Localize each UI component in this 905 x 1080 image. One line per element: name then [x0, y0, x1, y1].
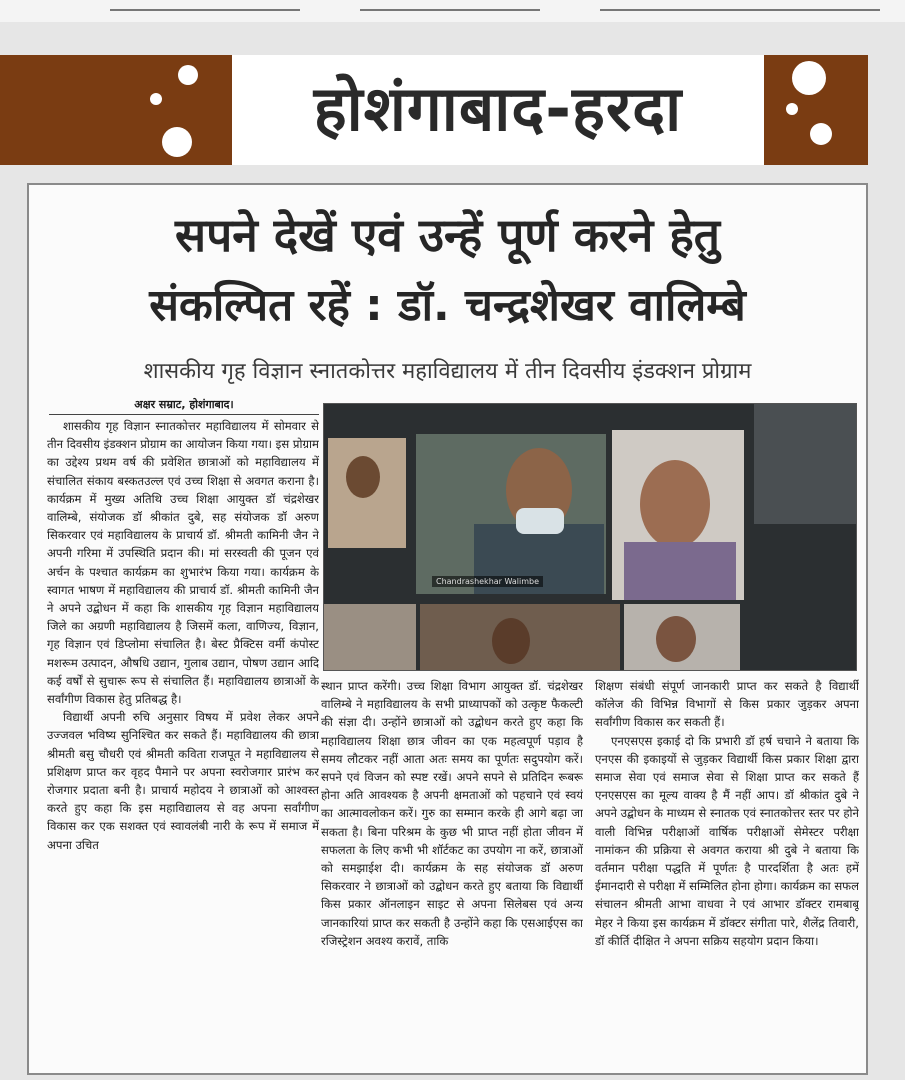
byline: अक्षर सम्राट, होशंगाबाद।: [49, 397, 319, 415]
face-mask: [516, 508, 564, 534]
article-column-1: [47, 417, 319, 1067]
video-tile: [754, 404, 857, 524]
article-column-3: [595, 677, 859, 1067]
participant-face: [492, 618, 530, 664]
subheadline: शासकीय गृह विज्ञान स्नातकोत्तर महाविद्यालय में तीन दिवसीय इंडक्शन प्रोग्राम: [143, 359, 752, 384]
banner-decor-dot: [786, 103, 798, 115]
participant-body: [624, 542, 736, 600]
article-photo: [323, 403, 857, 671]
paragraph: शिक्षण संबंधी संपूर्ण जानकारी प्राप्त कर सकते है विद्यार्थी कॉलेज की विभिन्न विभागों से किस प्रकार जुड़कर अपना सर्वांगीण विकास कर सकती हैं।: [595, 679, 859, 730]
banner-decor-dot: [810, 123, 832, 145]
headline-line-2: संकल्पित रहें : डॉ. चन्द्रशेखर वालिम्बे: [149, 280, 746, 331]
paragraph: शासकीय गृह विज्ञान स्नातकोत्तर महाविद्यालय में सोमवार से तीन दिवसीय इंडक्शन प्रोग्राम का आयोजन किया गया। इस प्रोग्राम का उद्देश्य प्रथम वर्ष की प्रवेशित छात्राओं को महाविद्यालय में संचालित संकाय बस्कतउल्ल एवं उच्च शिक्षा से अवगत कराना है। कार्यक्रम में मुख्य अतिथि उच्च शिक्षा आयुक्त डॉ चंद्रशेखर वालिम्बे, संयोजक डॉ श्रीकांत दुबे, सह संयोजक डॉ अरुण सिकरवार एवं महाविद्यालय के प्राचार्य डॉ. श्रीमती कामिनी जैन ने अपनी गरिमा में उपस्थिति प्रदान की। मां सरस्वती की पूजन एवं अर्चन के पश्चात कार्यक्रम का शुभारंभ किया गया। कार्यक्रम के स्वागत भाषण में महाविद्यालय की प्राचार्य डॉ. श्रीमती कामिनी जैन ने अपने उद्बोधन में कहा कि शासकीय गृह विज्ञान महाविद्यालय जिले का अग्रणी महाविद्यालय है जिसमें कला, वाणिज्य, विज्ञान, गृह विज्ञान एवं डिप्लोमा संचालित है। बेस्ट प्रैक्टिस वर्मी कंपोस्ट मशरूम उत्पादन, औषधि उद्यान, गुलाब उद्यान, पोषण उद्यान आदि कई वर्षों से सुचारू रूप से संचालित हैं। महाविद्यालय छात्राओं के सर्वांगीण विकास हेतु प्रतिबद्ध है।: [47, 419, 319, 707]
section-title-box: [228, 55, 768, 165]
participant-face: [656, 616, 696, 662]
top-strip: [0, 0, 905, 22]
paragraph: स्थान प्राप्त करेंगी। उच्च शिक्षा विभाग आयुक्त डॉ. चंद्रशेखर वालिम्बे ने महाविद्यालय के सभी प्राध्यापकों को उत्कृष्ट फैकल्टी की संज्ञा दी। उन्होंने छात्राओं को उद्बोधन करते हुए कहा कि महाविद्यालय शिक्षा छात्र जीवन का एक महत्वपूर्ण पड़ाव है समय लौटकर नहीं आता अतः समय का पूर्णतः सदुपयोग करें। सपने एवं विजन को स्पष्ट रखें। अपने सपने से प्रतिदिन रूबरू होना अति आवश्यक है अपनी क्षमताओं को पहचाने एवं स्वयं का आत्मावलोकन करें। गुरु का सम्मान करके ही आगे बढ़ा जा सकता है। बिना परिश्रम के कुछ भी प्राप्त नहीं होता जीवन में सफलता के लिए कभी भी शॉर्टकट का उपयोग ना करें, छात्राओं को समझाईश दी। कार्यक्रम के सह संयोजक डॉ अरुण सिकरवार ने छात्राओं को उद्बोधन करते हुए बताया कि विद्यार्थी किस प्रकार ऑनलाइन साइट से अपना सिलेबस एवं अन्य जानकारियां प्राप्त कर सकती है उन्होंने कहा कि एसआईएस का रजिस्ट्रेशन अवश्य करावें, ताकि: [321, 679, 583, 948]
article-box: [27, 183, 868, 1075]
banner-decor-dot: [792, 61, 826, 95]
banner-decor-dot: [150, 93, 162, 105]
section-title: होशंगाबाद-हरदा: [313, 72, 683, 145]
paragraph: एनएसएस इकाई दो कि प्रभारी डॉ हर्ष चचाने ने बताया कि एनएस की इकाइयों से जुड़कर विद्यार्थी किस प्रकार शिक्षा द्वारा समाज सेवा एवं समाज सेवा से शिक्षा प्राप्त कर सकते हैं एनएसएस का मूल्य वाक्य है मैं नहीं आप। डॉ श्रीकांत दुबे ने अपने उद्बोधन के माध्यम से स्नातक एवं स्नातकोत्तर स्तर पर होने वाली विभिन्न परीक्षाओं वार्षिक परीक्षाओं सेमेस्टर परीक्षा नामांकन की प्रक्रिया से अवगत कराया श्री दुबे ने बताया कि वर्तमान परीक्षा पद्धति में पूर्णतः है पारदर्शिता है अतः हमें ईमानदारी से परीक्षा में सम्मिलित होना होगा। कार्यक्रम का सफल संचालन श्रीमती आभा वाधवा ने एवं आभार डॉक्टर रामबाबू मेहर ने किया इस कार्यक्रम में डॉक्टर संगीता पारे, शैलेंद्र तिवारी, डॉ कीर्ति दीक्षित ने अपना सक्रिय सहयोग प्रदान किया।: [595, 733, 859, 948]
section-banner: [0, 55, 868, 165]
video-tile: [324, 604, 416, 671]
participant-face: [640, 460, 710, 548]
banner-decor-dot: [162, 127, 192, 157]
banner-decor-dot: [178, 65, 198, 85]
participant-face: [346, 456, 380, 498]
article-column-2: [321, 677, 583, 1067]
paragraph: विद्यार्थी अपनी रुचि अनुसार विषय में प्रवेश लेकर अपने उज्जवल भविष्य सुनिश्चित कर सकते हैं। महाविद्यालय की छात्रा श्रीमती बसु चौधरी एवं श्रीमती कविता राजपूत ने महाविद्यालय से प्रशिक्षण प्राप्त कर वृहद पैमाने पर अपना स्वरोजगार प्रारंभ कर रोजगार प्रदाता बनी है। प्राचार्य महोदय ने छात्राओं को आश्वस्त करते हुए कहा कि इस महाविद्यालय से वह अपना सर्वांगीण विकास कर एक सशक्त एवं स्वावलंबी नारी के रूप में समाज में अपना उचित: [47, 710, 319, 852]
headline-line-1: सपने देखें एवं उन्हें पूर्ण करने हेतु: [174, 208, 720, 262]
participant-name-tag: Chandrashekhar Walimbe: [432, 576, 543, 587]
